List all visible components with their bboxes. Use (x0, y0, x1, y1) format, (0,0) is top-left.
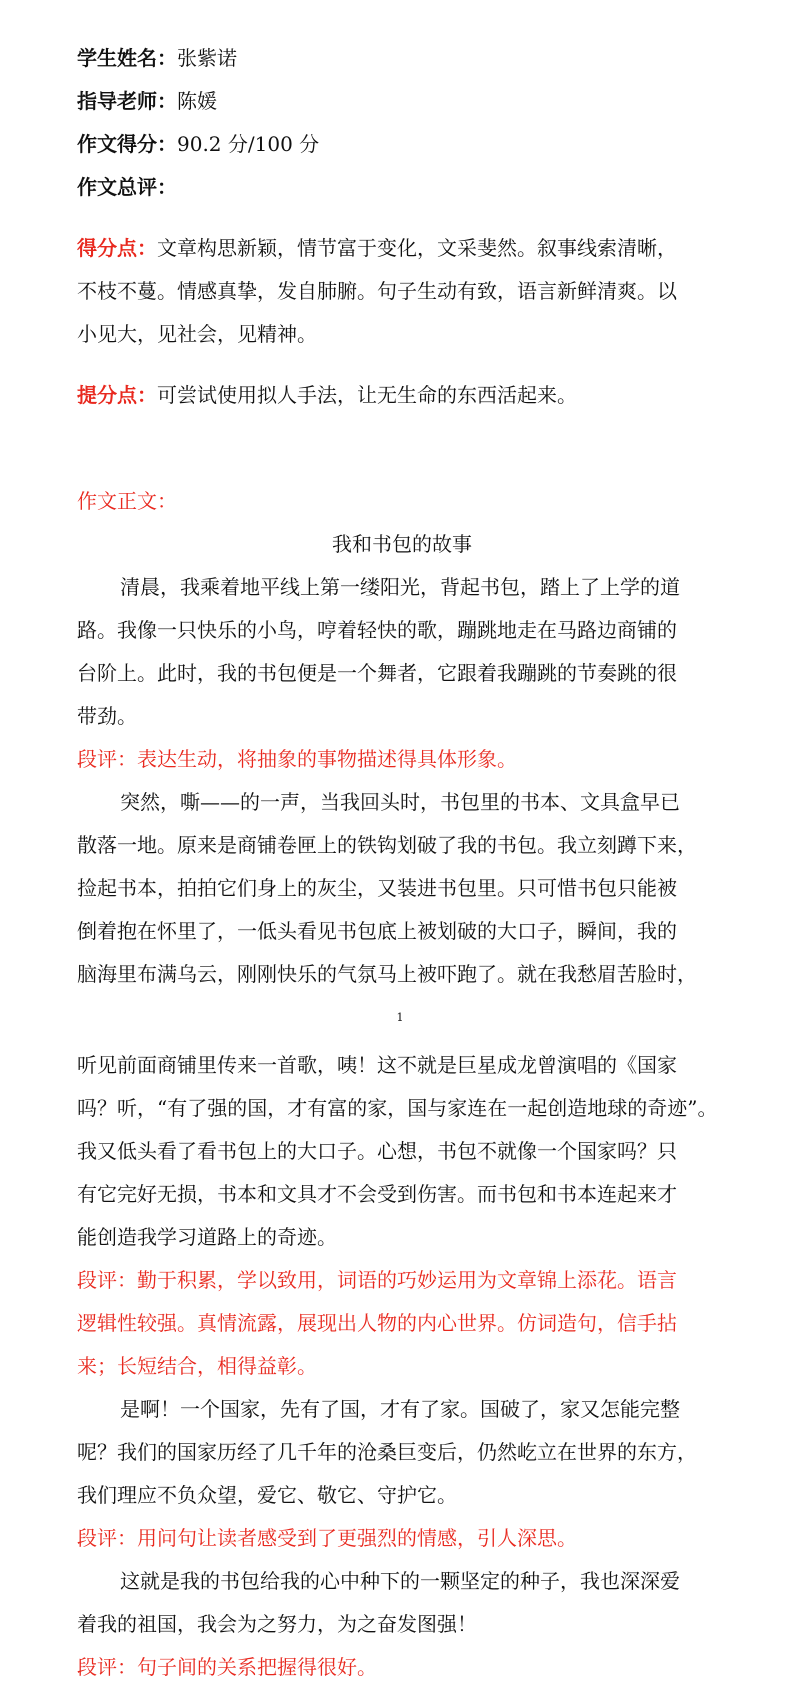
score-label: 作文得分： (77, 132, 177, 156)
p1-line-2: 路。我像一只快乐的小鸟，哼着轻快的歌，蹦跳地走在马路边商铺的 (77, 618, 677, 642)
teacher-row (77, 86, 727, 116)
student-row (77, 43, 727, 73)
strength-line-1 (77, 233, 727, 263)
student-label: 学生姓名： (77, 46, 177, 70)
strength-label: 得分点： (77, 236, 157, 260)
p2-cont-line-5: 能创造我学习道路上的奇迹。 (77, 1225, 337, 1249)
strength-line-2: 不枝不蔓。情感真挚，发自肺腑。句子生动有致，语言新鲜清爽。以 (77, 279, 677, 303)
p3-line-2: 呢？我们的国家历经了几千年的沧桑巨变后，仍然屹立在世界的东方， (77, 1440, 697, 1464)
p1-line-3: 台阶上。此时，我的书包便是一个舞者，它跟着我蹦跳的节奏跳的很 (77, 661, 677, 685)
review-label: 作文总评： (77, 175, 177, 199)
improve-line (77, 380, 727, 410)
strength-text-1: 文章构思新颖，情节富于变化，文采斐然。叙事线索清晰， (157, 236, 677, 260)
teacher-label: 指导老师： (77, 89, 177, 113)
score-value: 90.2 分/100 分 (177, 132, 320, 156)
comment-1: 段评：表达生动，将抽象的事物描述得具体形象。 (77, 747, 517, 771)
p3-line-1: 是啊！一个国家，先有了国，才有了家。国破了，家又怎能完整 (120, 1397, 680, 1421)
p2-cont-line-1: 听见前面商铺里传来一首歌，咦！这不就是巨星成龙曾演唱的《国家 (77, 1053, 677, 1077)
comment-2-line-2: 逻辑性较强。真情流露，展现出人物的内心世界。仿词造句，信手拈 (77, 1311, 677, 1335)
improve-label: 提分点： (77, 383, 157, 407)
essay-section-label: 作文正文： (77, 489, 177, 513)
p1-line-1: 清晨，我乘着地平线上第一缕阳光，背起书包，踏上了上学的道 (120, 575, 680, 599)
comment-2-line-1: 段评：勤于积累，学以致用，词语的巧妙运用为文章锦上添花。语言 (77, 1268, 677, 1292)
strength-line-3: 小见大，见社会，见精神。 (77, 322, 317, 346)
comment-2-line-3: 来；长短结合，相得益彰。 (77, 1354, 317, 1378)
p3-line-3: 我们理应不负众望，爱它、敬它、守护它。 (77, 1483, 457, 1507)
comment-3: 段评：用问句让读者感受到了更强烈的情感，引人深思。 (77, 1526, 577, 1550)
page-number: 1 (396, 1011, 404, 1024)
p2-cont-line-3: 我又低头看了看书包上的大口子。心想，书包不就像一个国家吗？只 (77, 1139, 677, 1163)
p2-line-1: 突然，嘶——的一声，当我回头时，书包里的书本、文具盒早已 (120, 790, 680, 814)
p1-line-4: 带劲。 (77, 704, 137, 728)
p2-line-3: 捡起书本，拍拍它们身上的灰尘，又装进书包里。只可惜书包只能被 (77, 876, 677, 900)
p2-line-5: 脑海里布满乌云，刚刚快乐的气氛马上被吓跑了。就在我愁眉苦脸时， (77, 962, 697, 986)
improve-text: 可尝试使用拟人手法，让无生命的东西活起来。 (157, 383, 577, 407)
p2-line-2: 散落一地。原来是商铺卷匣上的铁钩划破了我的书包。我立刻蹲下来， (77, 833, 697, 857)
teacher-name: 陈媛 (177, 89, 217, 113)
p2-cont-line-4: 有它完好无损，书本和文具才不会受到伤害。而书包和书本连起来才 (77, 1182, 677, 1206)
student-name: 张紫诺 (177, 46, 237, 70)
p2-line-4: 倒着抱在怀里了，一低头看见书包底上被划破的大口子，瞬间，我的 (77, 919, 677, 943)
p4-line-1: 这就是我的书包给我的心中种下的一颗坚定的种子，我也深深爱 (120, 1569, 680, 1593)
p4-line-2: 着我的祖国，我会为之努力，为之奋发图强！ (77, 1612, 477, 1636)
essay-title: 我和书包的故事 (332, 532, 472, 556)
p2-cont-line-2: 吗？听，“有了强的国，才有富的家，国与家连在一起创造地球的奇迹”。 (77, 1096, 718, 1120)
score-row (77, 129, 727, 159)
comment-4: 段评：句子间的关系把握得很好。 (77, 1655, 377, 1679)
